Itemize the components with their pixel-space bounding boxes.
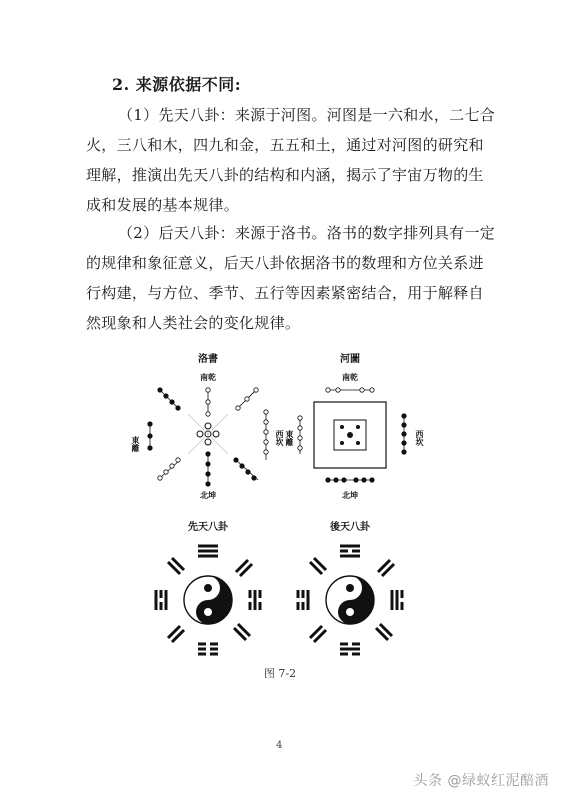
xiantian-diagram [156, 520, 260, 654]
luoshu-south-label: 南乾 [200, 372, 216, 382]
paragraph-xiantian: （1）先天八卦：来源于河图。河图是一六和水，二七合火，三八和木，四九和金，五五和土，通过对河图的研究和理解，推演出先天八卦的结构和内涵，揭示了宇宙万物的生成和发展的基本规律。 [86, 106, 496, 214]
section-heading: 2. 来源依据不同: [112, 75, 242, 94]
page-number: 4 [276, 740, 283, 751]
watermark: 头条 @绿蚁红泥醅酒 [413, 773, 549, 789]
luoshu-north-label: 北坤 [200, 490, 216, 500]
luoshu-title: 洛書 [198, 354, 218, 365]
xiantian-yinyang-icon [184, 576, 232, 624]
houtian-title: 後天八卦 [330, 522, 370, 533]
hetu-south-label: 南乾 [342, 372, 358, 382]
hetu-north-label: 北坤 [342, 490, 358, 500]
hetu-title: 河圖 [340, 354, 360, 365]
luoshu-east-label: 東離 [131, 436, 141, 452]
luoshu-diagram [131, 352, 285, 500]
paragraph-houtian: （2）后天八卦：来源于洛书。洛书的数字排列具有一定的规律和象征意义，后天八卦依据洛书的数理和方位关系进行构建，与方位、季节、五行等因素紧密结合，用于解释自然现象和人类社会的变化规律。 [86, 224, 496, 332]
hetu-east-label: 東離 [285, 430, 295, 446]
hetu-west-label: 西坎 [415, 430, 425, 446]
figure-caption: 图 7-2 [263, 667, 297, 680]
hetu-diagram [285, 352, 425, 500]
houtian-yinyang-icon [326, 576, 374, 624]
xiantian-title: 先天八卦 [188, 522, 228, 533]
bagua-figure [130, 350, 430, 670]
houtian-diagram [298, 520, 402, 654]
luoshu-west-label: 西坎 [275, 430, 285, 446]
